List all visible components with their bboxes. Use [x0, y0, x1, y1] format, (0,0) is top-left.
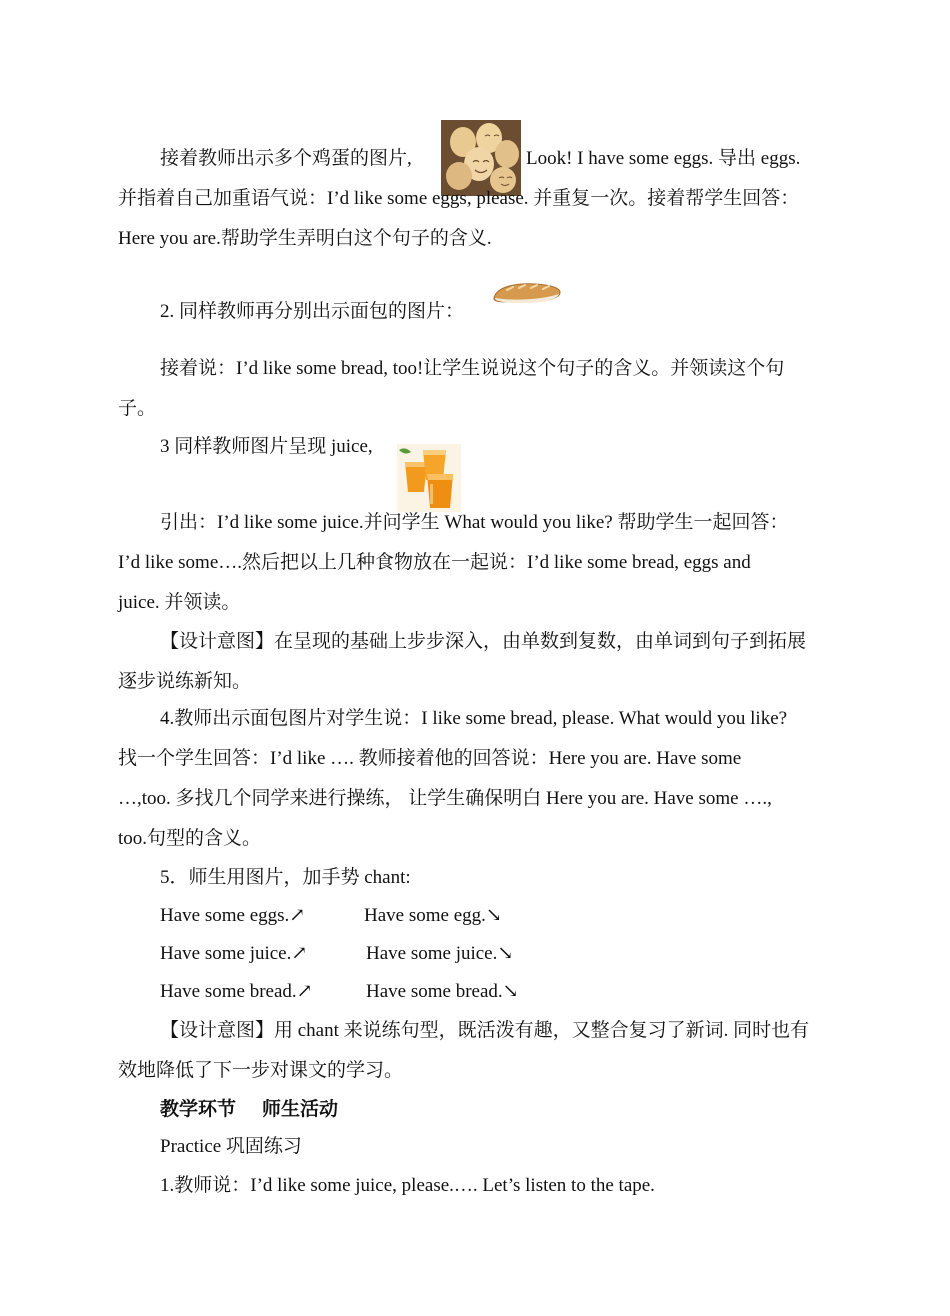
chant-left: Have some juice.↗: [160, 943, 308, 964]
design-intent-1-line2: 逐步说练新知。: [118, 671, 252, 692]
juice-image: [397, 444, 461, 512]
para-step4-line4: too.句型的含义。: [118, 828, 262, 849]
para-juice-line4: juice. 并领读。: [118, 592, 241, 613]
para-bread-line1: 2. 同样教师再分别出示面包的图片：: [160, 301, 465, 322]
chant-row: [160, 942, 307, 966]
para-bread-too-line2: 子。: [118, 398, 157, 419]
design-intent-1-line1: 【设计意图】在呈现的基础上步步深入，由单数到复数，由单词到句子到拓展: [160, 631, 807, 652]
para-juice-line2: 引出：I’d like some juice.并问学生 What would you like? 帮助学生一起回答：: [160, 512, 789, 533]
section-heading: [160, 1098, 236, 1122]
chant-left: Have some eggs.↗: [160, 905, 306, 926]
para-bread-too-line1: 接着说：I’d like some bread, too!让学生说说这个句子的含义。并领读这个句: [160, 358, 785, 379]
chant-row-right: [366, 942, 513, 966]
section-heading-right: [262, 1098, 338, 1122]
para-eggs-line1: [160, 147, 412, 171]
chant-row: [160, 904, 305, 928]
para-eggs-line3: Here you are.帮助学生弄明白这个句子的含义.: [118, 228, 492, 249]
para-juice-line1: 3 同样教师图片呈现 juice,: [160, 436, 373, 457]
design-intent-2-line2: 效地降低了下一步对课文的学习。: [118, 1060, 404, 1081]
practice-title: Practice 巩固练习: [160, 1136, 302, 1157]
bread-image: [491, 280, 563, 306]
eggs-tail-text: Look! I have some eggs. 导出 eggs.: [526, 148, 801, 169]
para-eggs-line2: 并指着自己加重语气说：I’d like some eggs, please. 并重复一次。接着帮学生回答：: [118, 188, 800, 209]
chant-row: [160, 980, 313, 1004]
design-intent-2-line1: 【设计意图】用 chant 来说练句型，既活泼有趣，又整合复习了新词. 同时也有: [160, 1020, 810, 1041]
para-step4-line2: 找一个学生回答：I’d like …. 教师接着他的回答说：Here you are. Have some: [118, 748, 742, 769]
chant-right: Have some egg.↘: [364, 905, 502, 926]
para-step4-line1: 4.教师出示面包图片对学生说：I like some bread, please. What would you like?: [160, 708, 788, 729]
para-step5-line1: 5．师生用图片，加手势 chant:: [160, 867, 411, 888]
chant-row-right: [366, 980, 519, 1004]
chant-right: Have some juice.↘: [366, 943, 514, 964]
para-eggs-line1-tail: [526, 147, 800, 171]
practice-item-1: 1.教师说：I’d like some juice, please.…. Let’s listen to the tape.: [160, 1175, 655, 1196]
para-juice-line3: I’d like some….然后把以上几种食物放在一起说：I’d like some bread, eggs and: [118, 552, 751, 573]
para-step4-line3: …,too. 多找几个同学来进行操练， 让学生确保明白 Here you are. Have some ….,: [118, 788, 772, 809]
section-heading-a: 教学环节: [160, 1099, 237, 1120]
chant-right: Have some bread.↘: [366, 981, 519, 1002]
section-heading-b: 师生活动: [262, 1099, 339, 1120]
eggs-lead-text: 接着教师出示多个鸡蛋的图片,: [160, 148, 412, 169]
eggs-image: [441, 120, 521, 196]
chant-left: Have some bread.↗: [160, 981, 313, 1002]
chant-row-right: [364, 904, 502, 928]
